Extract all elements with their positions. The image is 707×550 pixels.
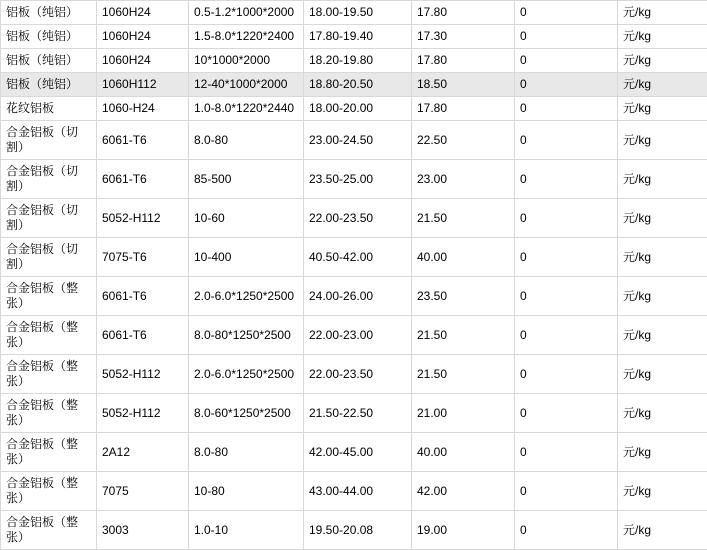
table-row — [1, 355, 707, 394]
cell-price: 17.80 — [412, 97, 515, 121]
table-body — [1, 1, 707, 550]
cell-price: 17.80 — [412, 1, 515, 25]
cell-unit: 元/kg — [618, 199, 707, 238]
cell-product-name: 合金铝板（整张） — [1, 433, 97, 472]
cell-grade: 7075 — [97, 472, 189, 511]
cell-price-range: 22.00-23.50 — [304, 355, 412, 394]
cell-quantity: 0 — [515, 355, 618, 394]
cell-price-range: 17.80-19.40 — [304, 25, 412, 49]
cell-price: 21.00 — [412, 394, 515, 433]
cell-specification: 8.0-80*1250*2500 — [189, 316, 304, 355]
cell-specification: 12-40*1000*2000 — [189, 73, 304, 97]
cell-grade: 1060H24 — [97, 25, 189, 49]
cell-quantity: 0 — [515, 1, 618, 25]
cell-quantity: 0 — [515, 238, 618, 277]
cell-price: 23.00 — [412, 160, 515, 199]
cell-specification: 85-500 — [189, 160, 304, 199]
cell-price: 23.50 — [412, 277, 515, 316]
cell-price-range: 22.00-23.00 — [304, 316, 412, 355]
cell-specification: 10*1000*2000 — [189, 49, 304, 73]
cell-quantity: 0 — [515, 73, 618, 97]
cell-quantity: 0 — [515, 160, 618, 199]
table-row — [1, 73, 707, 97]
cell-price-range: 42.00-45.00 — [304, 433, 412, 472]
cell-price-range: 40.50-42.00 — [304, 238, 412, 277]
cell-product-name: 合金铝板（整张） — [1, 316, 97, 355]
cell-price: 22.50 — [412, 121, 515, 160]
cell-product-name: 合金铝板（切割） — [1, 160, 97, 199]
cell-unit: 元/kg — [618, 49, 707, 73]
cell-price-range: 18.00-19.50 — [304, 1, 412, 25]
table-row — [1, 121, 707, 160]
cell-specification: 2.0-6.0*1250*2500 — [189, 277, 304, 316]
cell-price-range: 23.00-24.50 — [304, 121, 412, 160]
cell-product-name: 合金铝板（切割） — [1, 121, 97, 160]
cell-unit: 元/kg — [618, 394, 707, 433]
cell-grade: 2A12 — [97, 433, 189, 472]
cell-specification: 1.0-10 — [189, 511, 304, 550]
cell-price-range: 19.50-20.08 — [304, 511, 412, 550]
cell-specification: 10-60 — [189, 199, 304, 238]
cell-product-name: 合金铝板（整张） — [1, 355, 97, 394]
table-row — [1, 238, 707, 277]
cell-unit: 元/kg — [618, 97, 707, 121]
cell-specification: 10-80 — [189, 472, 304, 511]
table-row — [1, 1, 707, 25]
cell-product-name: 合金铝板（切割） — [1, 199, 97, 238]
cell-grade: 1060H24 — [97, 1, 189, 25]
cell-quantity: 0 — [515, 277, 618, 316]
cell-unit: 元/kg — [618, 355, 707, 394]
cell-unit: 元/kg — [618, 433, 707, 472]
table-row — [1, 97, 707, 121]
table-row — [1, 160, 707, 199]
table-row — [1, 277, 707, 316]
cell-grade: 6061-T6 — [97, 121, 189, 160]
table-row — [1, 25, 707, 49]
cell-price-range: 18.00-20.00 — [304, 97, 412, 121]
cell-price: 19.00 — [412, 511, 515, 550]
cell-unit: 元/kg — [618, 25, 707, 49]
cell-unit: 元/kg — [618, 160, 707, 199]
cell-price: 40.00 — [412, 433, 515, 472]
cell-quantity: 0 — [515, 433, 618, 472]
cell-product-name: 合金铝板（整张） — [1, 511, 97, 550]
table-row — [1, 394, 707, 433]
cell-quantity: 0 — [515, 472, 618, 511]
cell-grade: 6061-T6 — [97, 160, 189, 199]
table-row — [1, 433, 707, 472]
cell-price: 17.30 — [412, 25, 515, 49]
cell-grade: 5052-H112 — [97, 355, 189, 394]
cell-specification: 8.0-80 — [189, 433, 304, 472]
cell-grade: 5052-H112 — [97, 394, 189, 433]
cell-grade: 1060H112 — [97, 73, 189, 97]
cell-price-range: 18.20-19.80 — [304, 49, 412, 73]
cell-specification: 10-400 — [189, 238, 304, 277]
cell-price-range: 43.00-44.00 — [304, 472, 412, 511]
cell-quantity: 0 — [515, 199, 618, 238]
cell-product-name: 铝板（纯铝） — [1, 49, 97, 73]
cell-quantity: 0 — [515, 316, 618, 355]
cell-unit: 元/kg — [618, 511, 707, 550]
cell-product-name: 合金铝板（整张） — [1, 472, 97, 511]
cell-price-range: 18.80-20.50 — [304, 73, 412, 97]
cell-price: 18.50 — [412, 73, 515, 97]
cell-quantity: 0 — [515, 511, 618, 550]
cell-price: 42.00 — [412, 472, 515, 511]
cell-unit: 元/kg — [618, 121, 707, 160]
cell-price: 21.50 — [412, 199, 515, 238]
cell-grade: 1060-H24 — [97, 97, 189, 121]
cell-specification: 8.0-80 — [189, 121, 304, 160]
cell-price-range: 23.50-25.00 — [304, 160, 412, 199]
cell-grade: 5052-H112 — [97, 199, 189, 238]
table-row — [1, 199, 707, 238]
cell-unit: 元/kg — [618, 73, 707, 97]
cell-price-range: 24.00-26.00 — [304, 277, 412, 316]
cell-unit: 元/kg — [618, 277, 707, 316]
cell-specification: 1.0-8.0*1220*2440 — [189, 97, 304, 121]
cell-specification: 1.5-8.0*1220*2400 — [189, 25, 304, 49]
cell-quantity: 0 — [515, 25, 618, 49]
cell-product-name: 合金铝板（整张） — [1, 277, 97, 316]
cell-grade: 6061-T6 — [97, 277, 189, 316]
cell-quantity: 0 — [515, 121, 618, 160]
cell-quantity: 0 — [515, 49, 618, 73]
table-row — [1, 511, 707, 550]
cell-product-name: 铝板（纯铝） — [1, 73, 97, 97]
cell-unit: 元/kg — [618, 238, 707, 277]
cell-price-range: 21.50-22.50 — [304, 394, 412, 433]
cell-product-name: 花纹铝板 — [1, 97, 97, 121]
cell-price: 21.50 — [412, 316, 515, 355]
table-row — [1, 472, 707, 511]
cell-unit: 元/kg — [618, 472, 707, 511]
cell-grade: 3003 — [97, 511, 189, 550]
cell-price: 40.00 — [412, 238, 515, 277]
cell-quantity: 0 — [515, 97, 618, 121]
cell-product-name: 铝板（纯铝） — [1, 25, 97, 49]
cell-price: 21.50 — [412, 355, 515, 394]
cell-price: 17.80 — [412, 49, 515, 73]
cell-quantity: 0 — [515, 394, 618, 433]
cell-price-range: 22.00-23.50 — [304, 199, 412, 238]
table-row — [1, 316, 707, 355]
cell-grade: 7075-T6 — [97, 238, 189, 277]
cell-specification: 0.5-1.2*1000*2000 — [189, 1, 304, 25]
cell-product-name: 铝板（纯铝） — [1, 1, 97, 25]
cell-product-name: 合金铝板（整张） — [1, 394, 97, 433]
cell-grade: 1060H24 — [97, 49, 189, 73]
table-row — [1, 49, 707, 73]
cell-specification: 2.0-6.0*1250*2500 — [189, 355, 304, 394]
cell-unit: 元/kg — [618, 1, 707, 25]
cell-product-name: 合金铝板（切割） — [1, 238, 97, 277]
cell-grade: 6061-T6 — [97, 316, 189, 355]
cell-unit: 元/kg — [618, 316, 707, 355]
cell-specification: 8.0-60*1250*2500 — [189, 394, 304, 433]
